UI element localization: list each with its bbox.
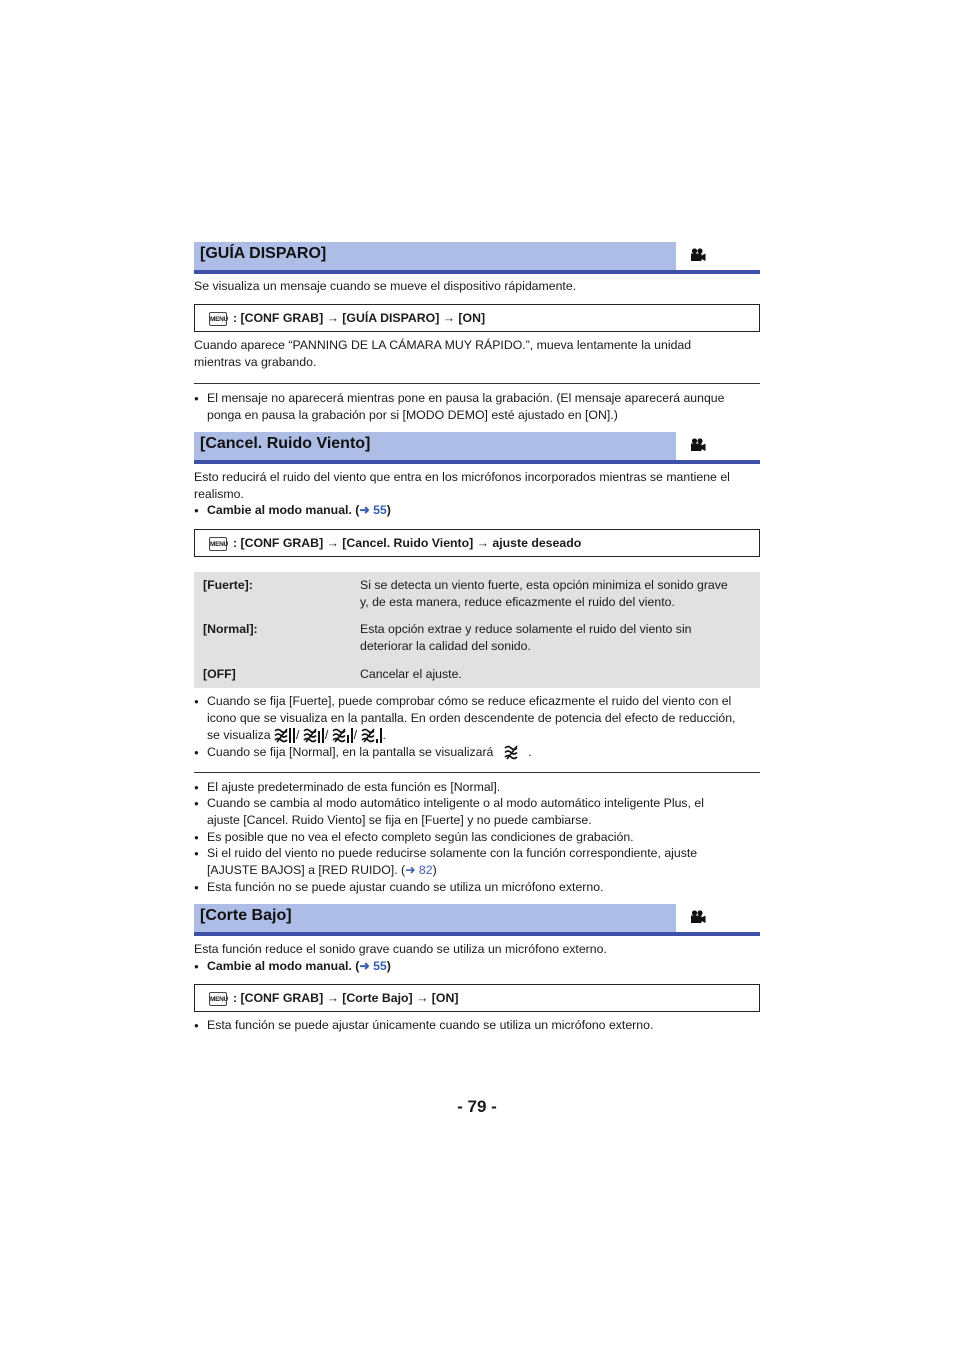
video-camera-icon [690, 910, 706, 924]
note-text: [AJUSTE BAJOS] a [RED RUIDO]. ( [207, 863, 406, 877]
bullet-text: se visualiza [207, 728, 271, 742]
note-line: ajuste [Cancel. Ruido Viento] se fija en [Fuerte] y no puede cambiarse. [207, 813, 592, 827]
menu-path: : [CONF GRAB] → [Cancel. Ruido Viento] → ajuste deseado [233, 536, 582, 550]
corte-menu-path-box [194, 984, 760, 1012]
wind-reduction-normal-icon [503, 744, 525, 761]
guia-paragraph-line: mientras va grabando. [194, 355, 317, 369]
page-link[interactable]: ➜ 55 [359, 503, 387, 517]
section-header-guia-disparo [194, 242, 760, 274]
note-line: ● Si el ruido del viento no puede reducirse solamente con la función correspondiente, ajuste [207, 846, 698, 860]
ruido-note: ● El ajuste predeterminado de esta función es [Normal]. [194, 779, 760, 796]
period: . [528, 745, 532, 759]
option-key: [OFF] [203, 667, 236, 681]
section-title: [GUÍA DISPARO] [200, 245, 327, 262]
divider [194, 772, 760, 773]
manual-close: ) [386, 503, 391, 517]
ruido-intro-line: realismo. [194, 487, 244, 501]
section-title: [Corte Bajo] [200, 907, 292, 924]
guia-note-line: ponga en pausa la grabación por si [MODO DEMO] esté ajustado en [ON].) [207, 408, 618, 422]
section-header-corte-bajo [194, 904, 760, 936]
ruido-manual-instruction [194, 502, 760, 519]
menu-icon: MENU [209, 537, 227, 551]
ruido-bullet-normal [194, 744, 760, 761]
option-desc [360, 666, 752, 683]
page-link[interactable]: ➜ 82 [405, 863, 433, 877]
wind-reduction-level-4-icon [274, 727, 296, 744]
divider [194, 383, 760, 384]
note-line [207, 862, 760, 879]
guia-intro: Se visualiza un mensaje cuando se mueve el dispositivo rápidamente. [194, 279, 577, 293]
ruido-menu-path-box [194, 529, 760, 557]
ruido-note: ● Esta función no se puede ajustar cuando se utiliza un micrófono externo. [194, 879, 760, 896]
option-desc [360, 577, 752, 611]
section-title: [Cancel. Ruido Viento] [200, 435, 371, 452]
section-header-ruido-viento [194, 432, 760, 464]
ruido-note: ● Es posible que no vea el efecto completo según las condiciones de grabación. [194, 829, 760, 846]
note-close: ) [432, 863, 437, 877]
guia-menu-path-box [194, 304, 760, 332]
bullet-line: ● Cuando se fija [Fuerte], puede comprobar cómo se reduce eficazmente el ruido del viento con el [207, 694, 732, 708]
guia-note-line: ● El mensaje no aparecerá mientras pone en pausa la grabación. (El mensaje aparecerá aunque [207, 391, 725, 405]
bullet-line-icons [207, 727, 760, 744]
corte-manual-instruction [194, 958, 760, 975]
option-desc-line: y, de esta manera, reduce eficazmente el ruido del viento. [360, 595, 675, 609]
period: . [382, 728, 386, 742]
video-camera-icon [690, 438, 706, 452]
ruido-bullet-fuerte [194, 693, 760, 744]
guia-paragraph [194, 337, 760, 371]
ruido-note [194, 845, 760, 879]
guia-paragraph-line: Cuando aparece “PANNING DE LA CÁMARA MUY RÁPIDO.”, mueva lentamente la unidad [194, 338, 692, 352]
corte-intro: Esta función reduce el sonido grave cuando se utiliza un micrófono externo. [194, 942, 607, 956]
menu-icon: MENU [209, 312, 227, 326]
note-line: ● Cuando se cambia al modo automático inteligente o al modo automático inteligente Plus, el [207, 796, 704, 810]
menu-path: : [CONF GRAB] → [GUÍA DISPARO] → [ON] [233, 311, 486, 325]
manual-close: ) [386, 959, 391, 973]
page-number: - 79 - [457, 1097, 497, 1116]
menu-icon: MENU [209, 992, 227, 1006]
option-key: [Normal]: [203, 622, 258, 636]
bullet-text: Cuando se fija [Normal], en la pantalla se visualizará [207, 745, 494, 759]
video-camera-icon [690, 248, 706, 262]
option-desc-line: deteriorar la calidad del sonido. [360, 639, 531, 653]
ruido-intro-line: Esto reducirá el ruido del viento que entra en los micrófonos incorporados mientras se mantiene el [194, 470, 730, 484]
option-key: [Fuerte]: [203, 578, 253, 592]
separator: / [295, 728, 300, 742]
menu-path: : [CONF GRAB] → [Corte Bajo] → [ON] [233, 991, 459, 1005]
separator: / [353, 728, 358, 742]
wind-reduction-level-2-icon [332, 727, 354, 744]
manual-text: Cambie al modo manual. ( [207, 503, 360, 517]
manual-text: Cambie al modo manual. ( [207, 959, 360, 973]
ruido-note [194, 795, 760, 829]
guia-note [194, 390, 760, 424]
separator: / [324, 728, 329, 742]
option-desc [360, 621, 752, 655]
corte-note: ● Esta función se puede ajustar únicamente cuando se utiliza un micrófono externo. [194, 1017, 760, 1034]
wind-reduction-level-3-icon [303, 727, 325, 744]
option-desc-line: Esta opción extrae y reduce solamente el ruido del viento sin [360, 622, 692, 636]
option-desc-line: Cancelar el ajuste. [360, 667, 462, 681]
options-table [194, 572, 760, 688]
bullet-line: icono que se visualiza en la pantalla. En orden descendente de potencia del efecto de reducción, [207, 711, 736, 725]
ruido-intro [194, 469, 760, 503]
page-link[interactable]: ➜ 55 [359, 959, 387, 973]
wind-reduction-level-1-icon [361, 727, 383, 744]
option-desc-line: Si se detecta un viento fuerte, esta opción minimiza el sonido grave [360, 578, 728, 592]
